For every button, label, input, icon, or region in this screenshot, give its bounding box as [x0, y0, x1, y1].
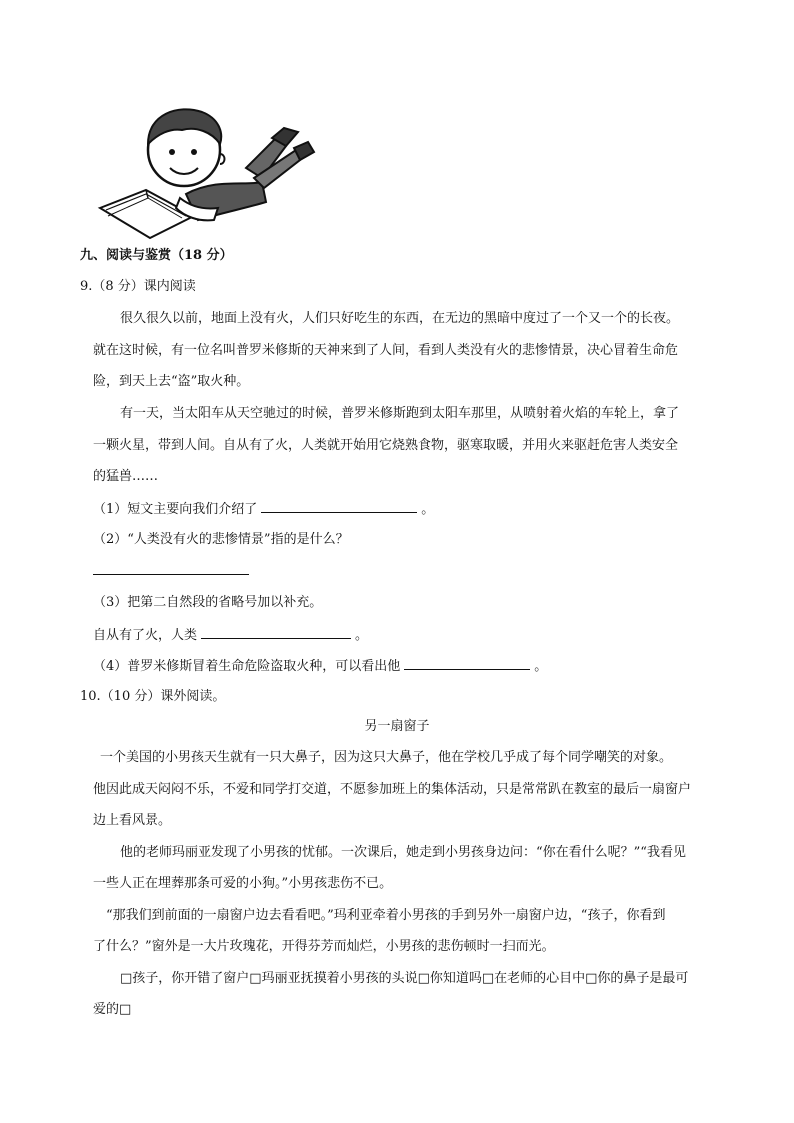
passage-10-line: 他因此成天闷闷不乐，不爱和同学打交道，不愿参加班上的集体活动，只是常常趴在教室的最后一扇窗户	[93, 782, 692, 797]
passage-9-line: 就在这时候，有一位名叫普罗米修斯的天神来到了人间，看到人类没有火的悲惨情景，决心冒着生命危	[93, 343, 679, 358]
question-9-2: （2）“人类没有火的悲惨情景”指的是什么？	[93, 532, 349, 547]
question-9-3-fill-end: 。	[355, 628, 369, 643]
passage-9-line: 很久很久以前，地面上没有火，人们只好吃生的东西，在无边的黑暗中度过了一个又一个的长夜。	[120, 311, 680, 326]
question-10-heading: 10.（10 分）课外阅读。	[80, 689, 226, 704]
question-9-1-end: 。	[421, 502, 435, 517]
question-9-4-end: 。	[534, 659, 548, 674]
passage-9-line: 有一天，当太阳车从天空驰过的时候，普罗米修斯跑到太阳车那里，从喷射着火焰的车轮上，拿了	[120, 406, 680, 421]
question-9-1-text: （1）短文主要向我们介绍了	[93, 502, 258, 517]
question-9-1	[93, 500, 434, 519]
passage-title: 另一扇窗子	[364, 719, 430, 734]
passage-9-line: 的猛兽……	[93, 469, 159, 484]
question-9-3-fill	[93, 626, 368, 645]
answer-blank[interactable]	[404, 657, 530, 670]
passage-10-line: 一些人正在埋葬那条可爱的小狗。”小男孩悲伤不已。	[93, 876, 393, 891]
passage-10-line: □孩子，你开错了窗户□玛丽亚抚摸着小男孩的头说□你知道吗□在老师的心目中□你的鼻子是最可	[120, 971, 689, 986]
passage-10-line: 他的老师玛丽亚发现了小男孩的忧郁。一次课后，她走到小男孩身边问：“你在看什么呢？”“我看见	[120, 845, 686, 860]
answer-blank[interactable]	[201, 626, 351, 639]
answer-blank[interactable]	[93, 574, 249, 575]
boy-reading-illustration	[86, 98, 316, 248]
passage-9-line: 一颗火星，带到人间。自从有了火，人类就开始用它烧熟食物，驱寒取暖，并用火来驱赶危害人类安全	[93, 438, 679, 453]
passage-9-line: 险，到天上去“盗”取火种。	[93, 374, 250, 389]
passage-10-line: 了什么？”窗外是一大片玫瑰花，开得芬芳而灿烂，小男孩的悲伤顿时一扫而光。	[93, 939, 555, 954]
question-9-3-fill-text: 自从有了火，人类	[93, 628, 198, 643]
passage-10-line: 边上看风景。	[93, 813, 172, 828]
question-9-4	[93, 657, 547, 676]
section-heading: 九、阅读与鉴赏（18 分）	[80, 248, 233, 263]
passage-10-line: 爱的□	[93, 1002, 132, 1017]
passage-10-line: 一个美国的小男孩天生就有一只大鼻子，因为这只大鼻子，他在学校几乎成了每个同学嘲笑的对象。	[100, 750, 673, 765]
question-9-3: （3）把第二自然段的省略号加以补充。	[93, 595, 323, 610]
question-9-heading: 9.（8 分）课内阅读	[80, 279, 196, 294]
question-9-4-text: （4）普罗米修斯冒着生命危险盗取火种，可以看出他	[93, 659, 401, 674]
passage-10-line: “那我们到前面的一扇窗户边去看看吧。”玛利亚牵着小男孩的手到另外一扇窗户边，“孩子，你看到	[106, 908, 666, 923]
answer-blank[interactable]	[261, 500, 417, 513]
